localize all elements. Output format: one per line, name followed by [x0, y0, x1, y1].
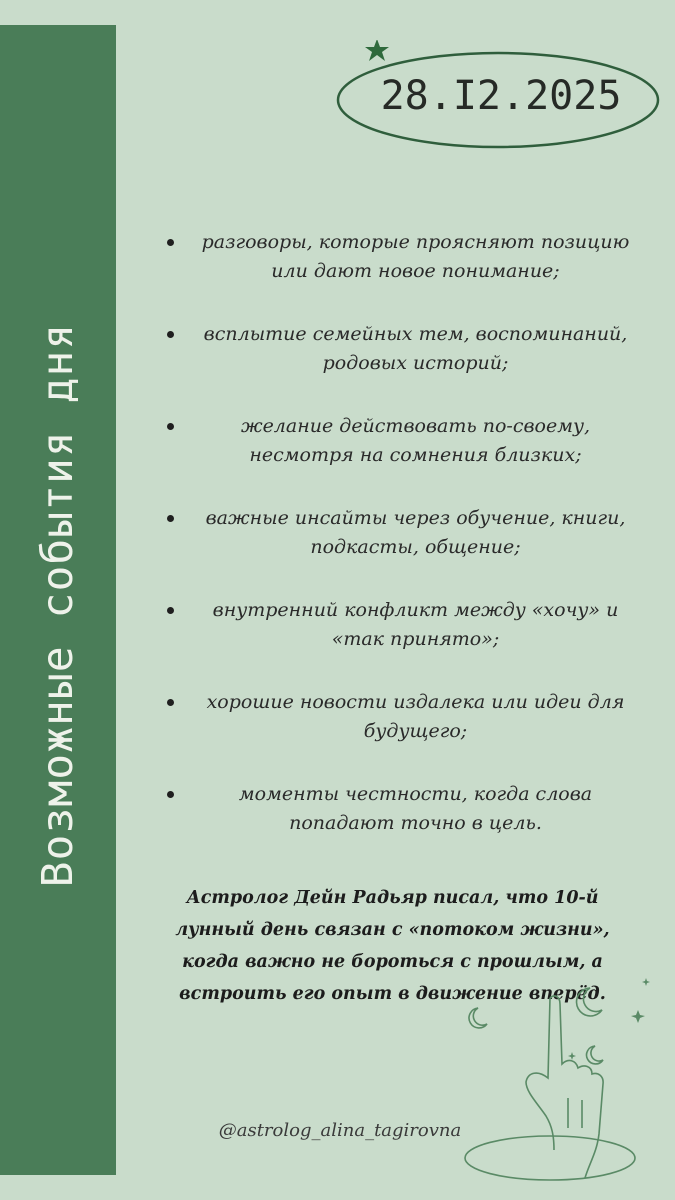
side-title: Возможные события дня	[33, 322, 83, 888]
list-item: хорошие новости издалека или идеи для будущего;	[160, 688, 645, 780]
date-badge	[332, 40, 670, 160]
list-item: всплытие семейных тем, воспоминаний, родовых историй;	[160, 320, 645, 412]
moon-icon	[469, 1008, 487, 1028]
bullet-icon	[167, 515, 174, 522]
sparkle-icon	[631, 1010, 645, 1023]
bullet-icon	[167, 699, 174, 706]
bullet-icon	[167, 239, 174, 246]
quote-text: Астролог Дейн Радьяр писал, что 10-й лунный день связан с «потоком жизни», когда важно не бороться с прошлым, а встроить его опыт в движение вперёд.	[175, 888, 610, 1004]
bullet-icon	[167, 607, 174, 614]
moon-icon	[577, 988, 602, 1016]
list-item: важные инсайты через обучение, книги, подкасты, общение;	[160, 504, 645, 596]
author-handle[interactable]: @astrolog_alina_tagirovna	[218, 1120, 462, 1141]
date-text: 28.I2.2025	[380, 73, 622, 119]
hand-moon-illustration	[430, 968, 670, 1188]
bullet-icon	[167, 331, 174, 338]
bullet-icon	[167, 423, 174, 430]
list-item: желание действовать по-своему, несмотря на сомнения близких;	[160, 412, 645, 504]
sparkle-icon	[568, 1052, 576, 1060]
moon-icon	[587, 1046, 603, 1064]
sparkle-icon	[642, 978, 650, 986]
list-item: внутренний конфликт между «хочу» и «так принято»;	[160, 596, 645, 688]
bullet-icon	[167, 791, 174, 798]
list-item: моменты честности, когда слова попадают точно в цель.	[160, 780, 645, 872]
events-list	[160, 228, 645, 872]
list-item: разговоры, которые проясняют позицию или дают новое понимание;	[160, 228, 645, 320]
